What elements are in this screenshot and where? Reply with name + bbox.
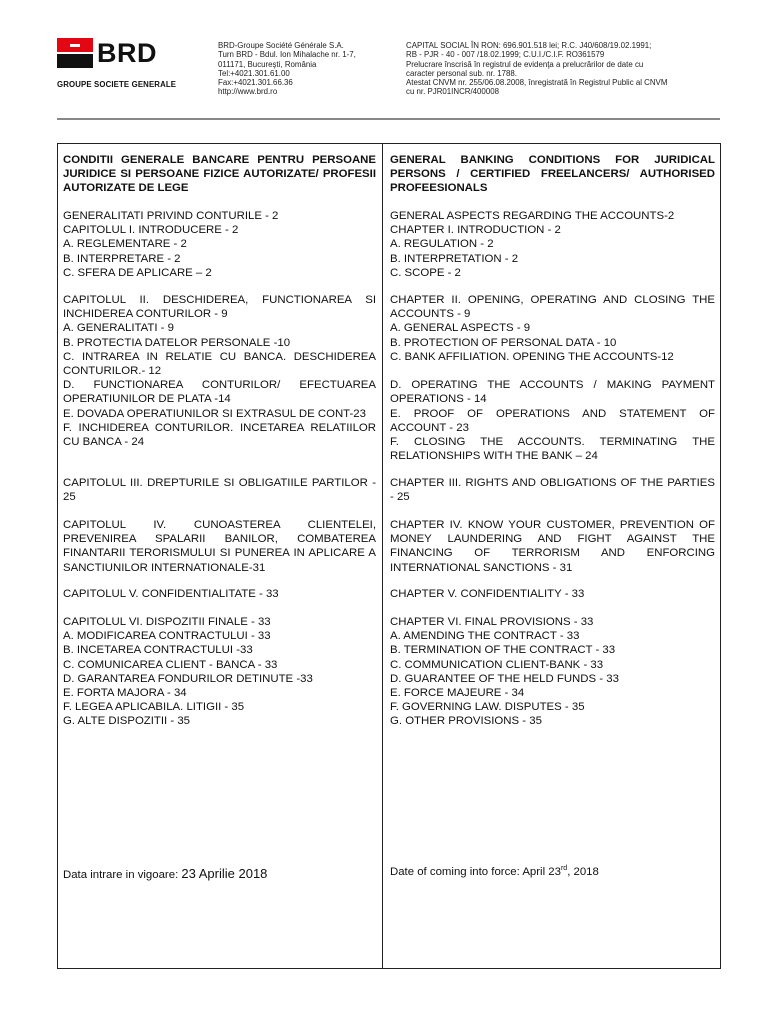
logo-subtitle: GROUPE SOCIETE GENERALE (57, 80, 177, 89)
header-divider (57, 118, 720, 120)
toc-entry: CHAPTER I. INTRODUCTION - 2 (390, 224, 561, 237)
toc-entry: D. GUARANTEE OF THE HELD FUNDS - 33 (390, 672, 619, 685)
toc-entry: B. INTERPRETATION - 2 (390, 252, 519, 265)
toc-entry: C. INTRAREA IN RELATIE CU BANCA. DESCHIDEREA CONTURILOR.- 12 (63, 350, 376, 378)
company-legal-info (406, 41, 667, 97)
toc-entry: E. FORTA MAJORA - 34 (63, 687, 187, 700)
brd-logo (57, 38, 207, 94)
left-title (63, 153, 376, 196)
legal-line: RB - PJR - 40 - 007 /18.02.1999; C.U.I./C.I.F. RO361579 (406, 50, 605, 60)
address-line: BRD-Groupe Société Générale S.A. (218, 41, 344, 50)
effective-date-label: Data intrare in vigoare: (63, 869, 182, 881)
toc-entry: B. PROTECTION OF PERSONAL DATA - 10 (390, 336, 617, 349)
toc-entry: B. PROTECTIA DATELOR PERSONALE -10 (63, 336, 291, 349)
brd-logo-icon (57, 38, 93, 68)
toc-entry: CHAPTER VI. FINAL PROVISIONS - 33 (390, 616, 594, 628)
toc-entry: CHAPTER V. CONFIDENTIALITY - 33 (390, 588, 585, 600)
legal-line: Atestat CNVM nr. 255/06.08.2008, înregistrată în Registrul Public al CNVM (406, 78, 668, 88)
legal-line: cu nr. PJR01INCR/400008 (406, 87, 499, 97)
right-section-2 (390, 293, 715, 463)
toc-entry: D. FUNCTIONAREA CONTURILOR/ EFECTUAREA OPERATIUNILOR DE PLATA -14 (63, 379, 376, 406)
effective-date-value: 23 Aprilie 2018 (181, 866, 268, 881)
right-section-6 (390, 615, 715, 729)
logo-text: BRD (97, 38, 157, 68)
toc-entry: CAPITOLUL IV. CUNOASTEREA CLIENTELEI, PREVENIREA SPALARII BANILOR, COMBATEREA FINANTARII TERORISMULUI SI PUNEREA IN APLICARE A SANCTIUNILOR INTERNATIONALE-31 (63, 519, 376, 574)
toc-entry: B. INTERPRETARE - 2 (63, 252, 181, 265)
toc-entry: E. FORCE MAJEURE - 34 (390, 687, 525, 700)
company-address (218, 41, 356, 97)
right-section-4 (390, 518, 715, 575)
right-section-3 (390, 476, 715, 504)
legal-line: caracter personal sub. nr. 1788. (406, 68, 517, 78)
left-section-1 (63, 209, 376, 280)
toc-entry: CAPITOLUL V. CONFIDENTIALITATE - 33 (63, 588, 279, 600)
toc-entry: F. CLOSING THE ACCOUNTS. TERMINATING THE RELATIONSHIPS WITH THE BANK – 24 (390, 436, 715, 463)
address-line: http://www.brd.ro (218, 87, 278, 97)
left-section-2 (63, 293, 376, 449)
toc-entry: F. INCHIDEREA CONTURILOR. INCETAREA RELATIILOR CU BANCA - 24 (63, 421, 376, 449)
toc-entry: CAPITOLUL III. DREPTURILE SI OBLIGATIILE PARTILOR - 25 (63, 477, 376, 504)
toc-entry: A. REGULATION - 2 (390, 238, 494, 251)
toc-entry: B. TERMINATION OF THE CONTRACT - 33 (390, 644, 616, 657)
address-line: Tel:+4021.301.61.00 (218, 68, 290, 78)
legal-line: Prelucrare înscrisă în registrul de evidenţa a prelucrărilor de date cu (406, 59, 644, 69)
effective-date-label: Date of coming into force: April 23 (390, 866, 561, 878)
left-section-6 (63, 615, 376, 729)
left-effective-date (63, 866, 267, 881)
toc-entry: GENERAL ASPECTS REGARDING THE ACCOUNTS-2 (390, 210, 675, 222)
toc-entry: A. GENERAL ASPECTS - 9 (390, 322, 531, 335)
left-section-3 (63, 476, 376, 504)
right-section-1 (390, 209, 715, 280)
toc-entry: C. BANK AFFILIATION. OPENING THE ACCOUNTS-12 (390, 350, 674, 363)
toc-entry: C. SFERA DE APLICARE – 2 (63, 266, 212, 279)
toc-entry: C. COMUNICAREA CLIENT - BANCA - 33 (63, 658, 278, 671)
toc-entry: CHAPTER IV. KNOW YOUR CUSTOMER, PREVENTION OF MONEY LAUNDERING AND FIGHT AGAINST THE FINANCING OF TERRORISM AND ENFORCING INTERNATIONAL SANCTIONS - 31 (390, 519, 715, 574)
toc-entry: D. OPERATING THE ACCOUNTS / MAKING PAYMENT OPERATIONS - 14 (390, 379, 715, 406)
toc-entry: B. INCETAREA CONTRACTULUI -33 (63, 644, 253, 657)
toc-entry: D. GARANTAREA FONDURILOR DETINUTE -33 (63, 672, 313, 685)
toc-entry: F. GOVERNING LAW. DISPUTES - 35 (390, 701, 585, 714)
right-title-text: GENERAL BANKING CONDITIONS FOR JURIDICAL PERSONS / CERTIFIED FREELANCERS/ AUTHORISED PROFEESIONALS (390, 154, 715, 195)
toc-entry: A. REGLEMENTARE - 2 (63, 238, 187, 251)
left-section-4 (63, 518, 376, 575)
left-section-5 (63, 587, 376, 601)
toc-entry: GENERALITATI PRIVIND CONTURILE - 2 (63, 210, 279, 222)
legal-line: CAPITAL SOCIAL ÎN RON: 696.901.518 lei; R.C. J40/608/19.02.1991; (406, 41, 652, 50)
toc-entry: G. ALTE DISPOZITII - 35 (63, 715, 191, 728)
right-effective-date (390, 866, 599, 878)
toc-entry: E. PROOF OF OPERATIONS AND STATEMENT OF ACCOUNT - 23 (390, 407, 715, 434)
toc-entry: CAPITOLUL VI. DISPOZITII FINALE - 33 (63, 616, 271, 628)
toc-entry: A. GENERALITATI - 9 (63, 322, 174, 335)
toc-entry: G. OTHER PROVISIONS - 35 (390, 715, 542, 728)
address-line: Fax:+4021.301.66.36 (218, 78, 293, 88)
right-section-5 (390, 587, 715, 601)
address-line: Turn BRD - Bdul. Ion Mihalache nr. 1-7, (218, 50, 356, 60)
toc-entry: CAPITOLUL II. DESCHIDEREA, FUNCTIONAREA SI INCHIDEREA CONTURILOR - 9 (63, 294, 376, 321)
toc-entry: C. COMMUNICATION CLIENT-BANK - 33 (390, 658, 604, 671)
toc-entry: A. AMENDING THE CONTRACT - 33 (390, 630, 580, 643)
toc-entry: CAPITOLUL I. INTRODUCERE - 2 (63, 224, 239, 237)
toc-entry: CHAPTER III. RIGHTS AND OBLIGATIONS OF THE PARTIES - 25 (390, 477, 715, 504)
column-divider (382, 143, 383, 969)
toc-entry: F. LEGEA APLICABILA. LITIGII - 35 (63, 701, 245, 714)
right-title (390, 153, 715, 196)
toc-entry: CHAPTER II. OPENING, OPERATING AND CLOSING THE ACCOUNTS - 9 (390, 294, 715, 321)
address-line: 011171, Bucureşti, România (218, 59, 317, 69)
left-title-text: CONDITII GENERALE BANCARE PENTRU PERSOANE JURIDICE SI PERSOANE FIZICE AUTORIZATE/ PROFESII AUTORIZATE DE LEGE (63, 154, 376, 195)
ordinal-suffix: rd (560, 865, 568, 873)
toc-entry: E. DOVADA OPERATIUNILOR SI EXTRASUL DE CONT-23 (63, 407, 366, 420)
effective-date-year: , 2018 (567, 866, 599, 878)
toc-entry: A. MODIFICAREA CONTRACTULUI - 33 (63, 630, 271, 643)
toc-entry: C. SCOPE - 2 (390, 266, 461, 279)
